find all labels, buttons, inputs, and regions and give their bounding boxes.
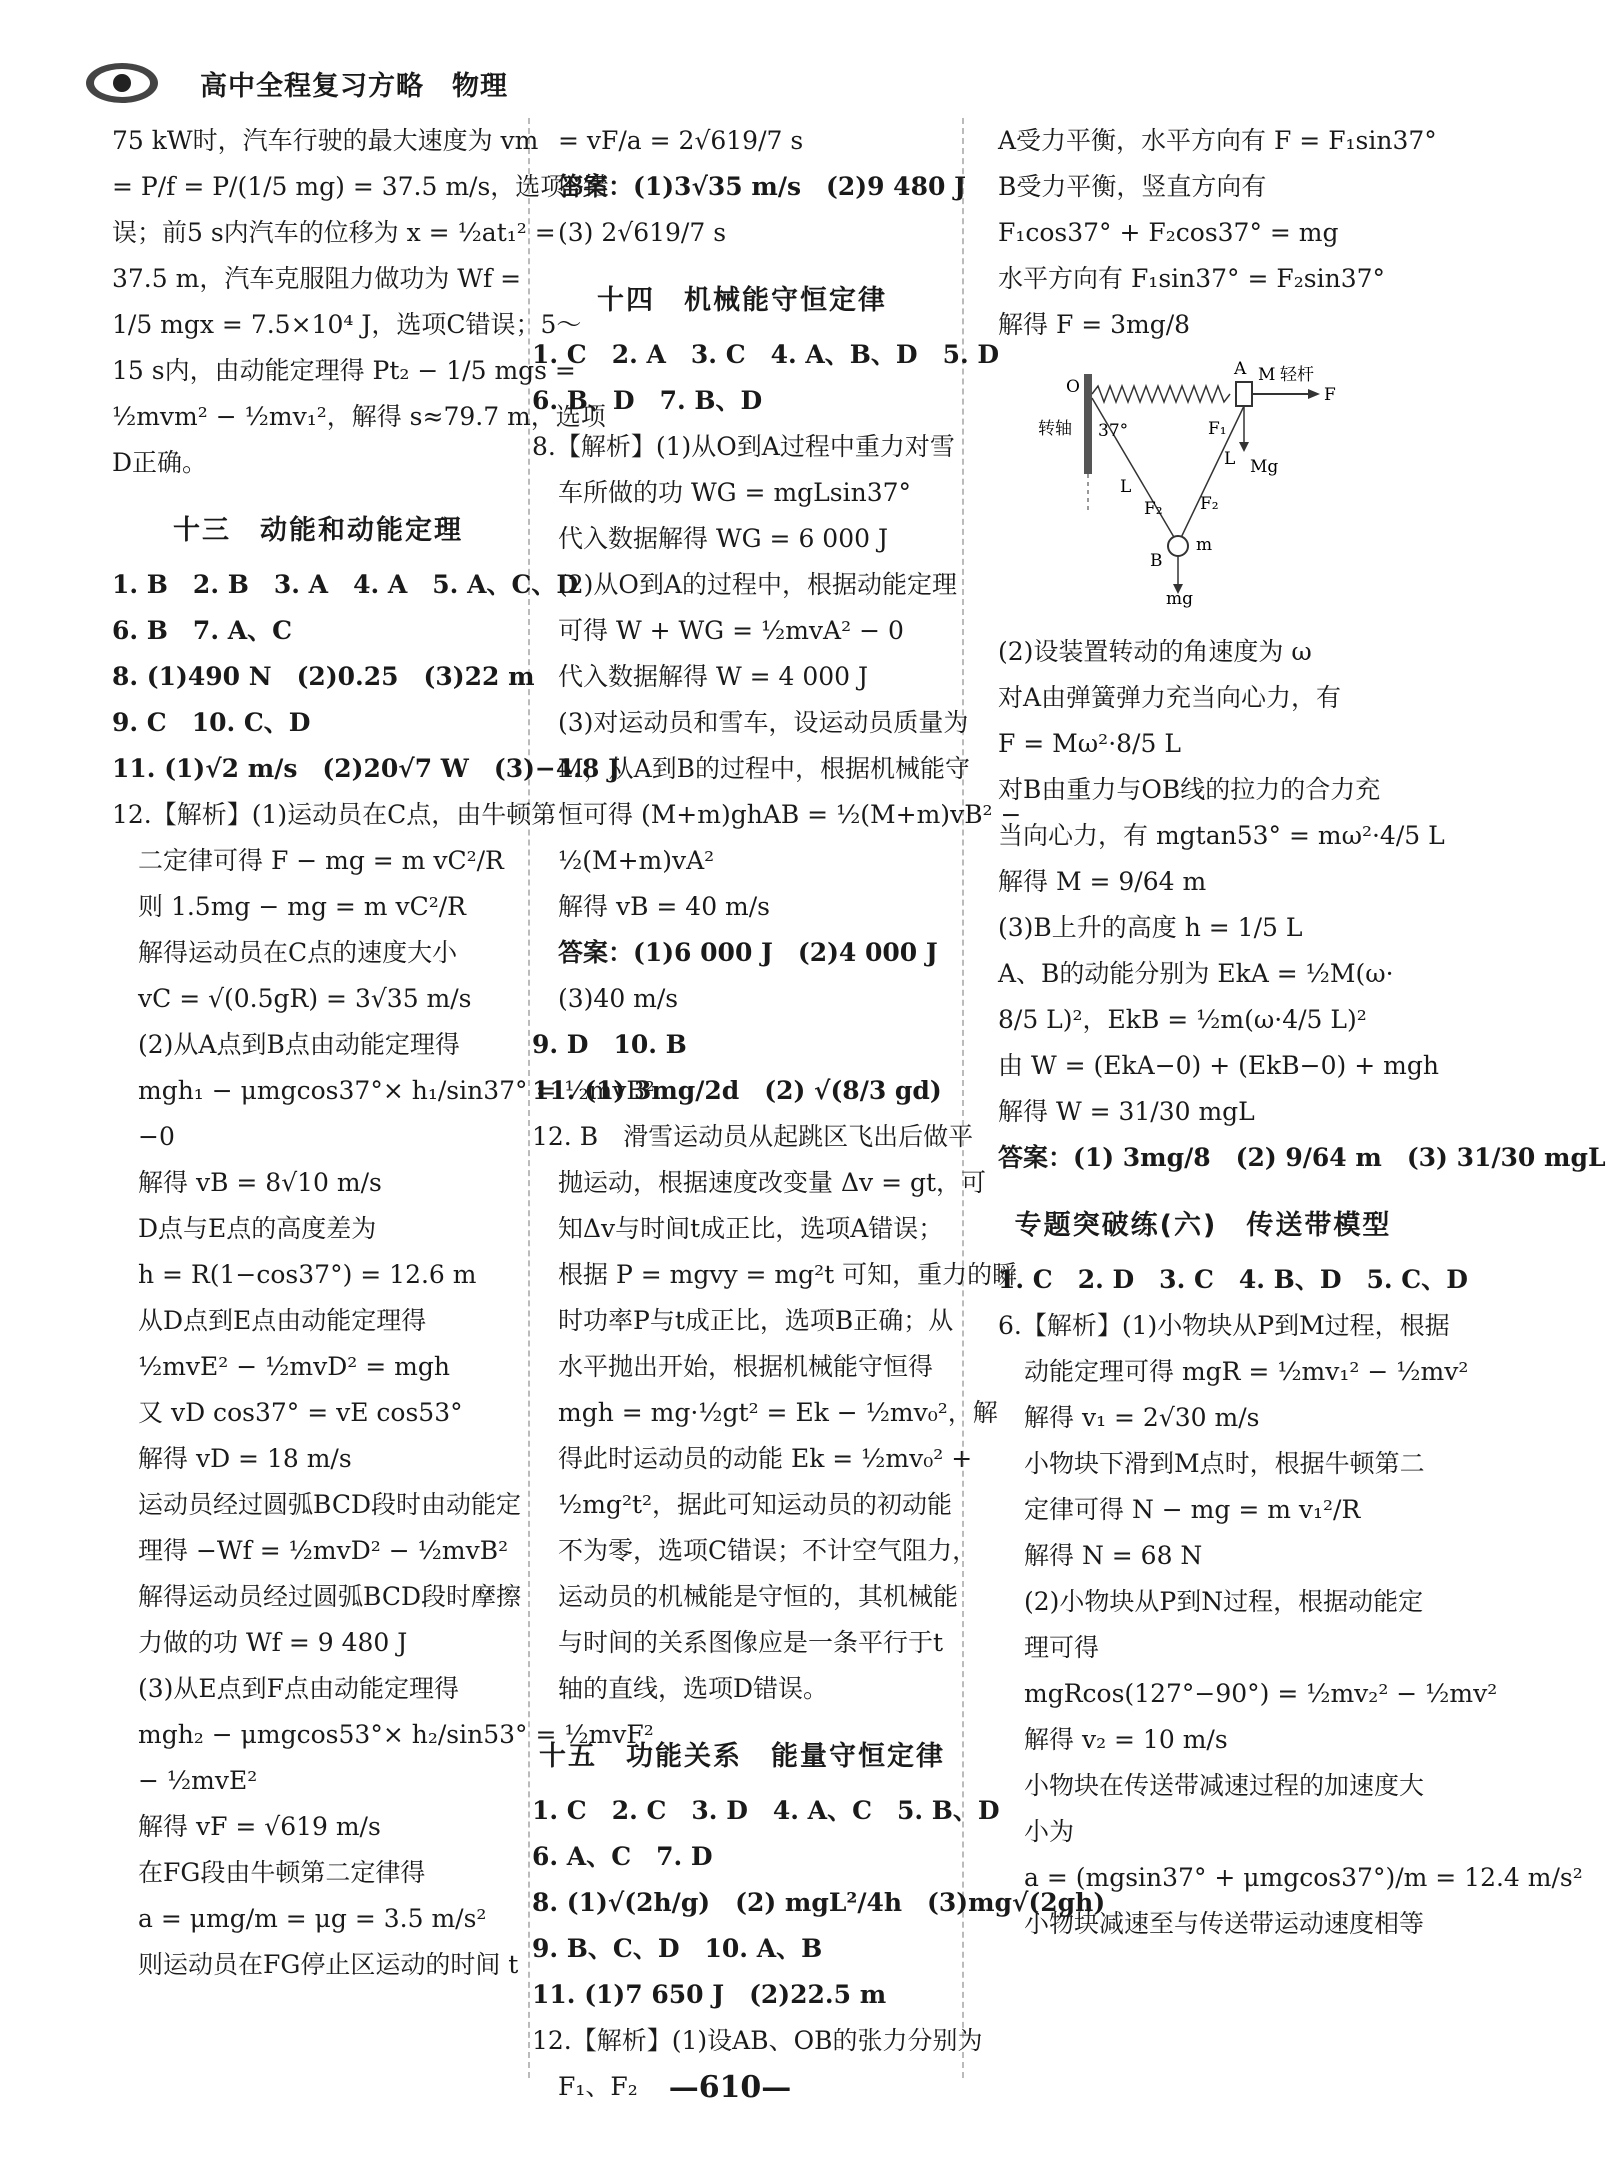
text-line: 解得 v₂ = 10 m/s: [1024, 1725, 1228, 1754]
text-line: A、B的动能分别为 EkA = ½M(ω·: [998, 959, 1394, 988]
text-line: 对A由弹簧弹力充当向心力，有: [998, 683, 1342, 712]
text-line: 解得 W = 31/30 mgL: [998, 1097, 1255, 1126]
text-line: (2)小物块从P到N过程，根据动能定: [1024, 1587, 1424, 1616]
answer-line: 6. A、C 7. D: [532, 1842, 713, 1871]
text-line: 由 W = (EkA−0) + (EkB−0) + mgh: [998, 1051, 1439, 1080]
ball-b: [1168, 536, 1188, 556]
spring: [1092, 386, 1230, 402]
text-line: ½(M+m)vA²: [558, 846, 715, 875]
text-line: 8.【解析】(1)从O到A过程中重力对雪: [532, 432, 955, 461]
text-line: (3)40 m/s: [558, 984, 679, 1013]
text-line: (3)对运动员和雪车，设运动员质量为: [558, 708, 969, 737]
col1-text: [112, 118, 609, 486]
diagram-label: F₁: [1208, 419, 1227, 439]
text-line: 解得 vB = 8√10 m/s: [138, 1168, 382, 1197]
diagram-label: A: [1234, 359, 1247, 379]
text-line: 对B由重力与OB线的拉力的合力充: [998, 775, 1381, 804]
text-line: 又 vD cos37° = vE cos53°: [138, 1398, 463, 1427]
answer-line: 9. B、C、D 10. A、B: [532, 1934, 823, 1963]
column-divider: [962, 118, 964, 2078]
book-title: 高中全程复习方略 物理: [200, 71, 508, 102]
answer-line: 答案：(1)6 000 J (2)4 000 J: [558, 938, 938, 967]
text-line: F₁cos37° + F₂cos37° = mg: [998, 218, 1339, 247]
answer-line: 1. C 2. C 3. D 4. A、C 5. B、D: [532, 1796, 1000, 1825]
diagram-label: 转轴: [1038, 419, 1072, 439]
answer-line: 1. B 2. B 3. A 4. A 5. A、C、D: [112, 570, 579, 599]
text-line: 解得 vF = √619 m/s: [138, 1812, 381, 1841]
text-line: (3)B上升的高度 h = 1/5 L: [998, 913, 1303, 942]
text-line: 小物块下滑到M点时，根据牛顿第二: [1024, 1449, 1425, 1478]
text-line: B受力平衡，竖直方向有: [998, 172, 1267, 201]
text-line: A受力平衡，水平方向有 F = F₁sin37°: [998, 126, 1437, 155]
text-line: vC = √(0.5gR) = 3√35 m/s: [138, 984, 472, 1013]
text-line: 12.【解析】(1)设AB、OB的张力分别为: [532, 2026, 983, 2055]
text-line: 力做的功 Wf = 9 480 J: [138, 1628, 408, 1657]
text-line: − ½mvE²: [138, 1766, 258, 1795]
block-a: [1236, 382, 1252, 406]
text-line: 当向心力，有 mgtan53° = mω²·4/5 L: [998, 821, 1445, 850]
text-line: = P/f = P/(1/5 mg) = 37.5 m/s，选项B错: [112, 172, 609, 201]
text-line: 小物块在传送带减速过程的加速度大: [1024, 1771, 1425, 1800]
text-line: 理可得: [1024, 1633, 1100, 1662]
page-header: [0, 60, 1460, 110]
answer-line: 9. C 10. C、D: [112, 708, 311, 737]
text-line: 从D点到E点由动能定理得: [138, 1306, 427, 1335]
text-line: ½mvE² − ½mvD² = mgh: [138, 1352, 450, 1381]
diagram-label: O: [1066, 377, 1080, 397]
text-line: (3)从E点到F点由动能定理得: [138, 1674, 460, 1703]
text-line: D点与E点的高度差为: [138, 1214, 377, 1243]
text-line: 代入数据解得 W = 4 000 J: [558, 662, 869, 691]
answer-line: 8. (1)490 N (2)0.25 (3)22 m: [112, 662, 535, 691]
text-line: 解得运动员经过圆弧BCD段时摩擦: [138, 1582, 522, 1611]
answer-line: 11. (1)√2 m/s (2)20√7 W (3)−4.8 J: [112, 754, 620, 783]
text-line: 轴的直线，选项D错误。: [558, 1674, 829, 1703]
answer-line: 11. (1)7 650 J (2)22.5 m: [532, 1980, 887, 2009]
diagram-label: m: [1196, 535, 1213, 555]
section-heading-14: 十四 机械能守恒定律: [597, 285, 887, 316]
text-line: mgh₂ − μmgcos53°× h₂/sin53° = ½mvF²: [138, 1720, 654, 1749]
publisher-logo-icon: [82, 60, 162, 106]
text-line: M，从A到B的过程中，根据机械能守: [558, 754, 971, 783]
text-line: 知Δv与时间t成正比，选项A错误；: [558, 1214, 944, 1243]
diagram-label: F: [1324, 385, 1336, 405]
text-line: 15 s内，由动能定理得 Pt₂ − 1/5 mgs =: [112, 356, 576, 385]
text-line: −0: [138, 1122, 175, 1151]
text-line: = vF/a = 2√619/7 s: [558, 126, 804, 155]
text-line: (2)设装置转动的角速度为 ω: [998, 637, 1312, 666]
text-line: 解得 v₁ = 2√30 m/s: [1024, 1403, 1260, 1432]
answer-line: 1. C 2. A 3. C 4. A、B、D 5. D: [532, 340, 1000, 369]
text-line: 根据 P = mgvy = mg²t 可知，重力的瞬: [558, 1260, 1018, 1289]
text-line: 恒可得 (M+m)ghAB = ½(M+m)vB² −: [558, 800, 1022, 829]
force-diagram: [1038, 354, 1358, 609]
column-3: [998, 118, 1606, 1947]
text-line: ½mvm² − ½mv₁²，解得 s≈79.7 m，选项: [112, 402, 606, 431]
diagram-label: Mg: [1250, 457, 1279, 477]
text-line: 解得 F = 3mg/8: [998, 310, 1191, 339]
answer-line: 11. (1) 3mg/2d (2) √(8/3 gd): [532, 1076, 942, 1105]
text-line: 车所做的功 WG = mgLsin37°: [558, 478, 912, 507]
text-line: mgh = mg·½gt² = Ek − ½mv₀²，解: [558, 1398, 998, 1427]
section-heading-topic-6: 专题突破练(六) 传送带模型: [1014, 1210, 1392, 1241]
answer-line: 6. B、D 7. B、D: [532, 386, 763, 415]
text-line: (3) 2√619/7 s: [558, 218, 727, 247]
text-line: 解得 M = 9/64 m: [998, 867, 1207, 896]
text-line: mgh₁ − μmgcos37°× h₁/sin37° = ½mvB²: [138, 1076, 655, 1105]
answer-line: 8. (1)√(2h/g) (2) mgL²/4h (3)mg√(2gh): [532, 1888, 1106, 1917]
text-line: 动能定理可得 mgR = ½mv₁² − ½mv²: [1024, 1357, 1469, 1386]
answer-line: 9. D 10. B: [532, 1030, 687, 1059]
text-line: mgRcos(127°−90°) = ½mv₂² − ½mv²: [1024, 1679, 1498, 1708]
text-line: 75 kW时，汽车行驶的最大速度为 vm: [112, 126, 539, 155]
text-line: 水平方向有 F₁sin37° = F₂sin37°: [998, 264, 1385, 293]
text-line: ½mg²t²，据此可知运动员的初动能: [558, 1490, 953, 1519]
diagram-label: mg: [1166, 589, 1194, 609]
text-line: 抛运动，根据速度改变量 Δv = gt，可: [558, 1168, 987, 1197]
text-line: 12. B 滑雪运动员从起跳区飞出后做平: [532, 1122, 974, 1151]
diagram-label: L: [1120, 477, 1132, 497]
text-line: 代入数据解得 WG = 6 000 J: [558, 524, 888, 553]
text-line: a = μmg/m = μg = 3.5 m/s²: [138, 1904, 487, 1933]
text-line: 在FG段由牛顿第二定律得: [138, 1858, 426, 1887]
text-line: 6.【解析】(1)小物块从P到M过程，根据: [998, 1311, 1450, 1340]
text-line: 理得 −Wf = ½mvD² − ½mvB²: [138, 1536, 509, 1565]
diagram-label: F₂: [1200, 494, 1219, 514]
diagram-label: F₂: [1144, 499, 1163, 519]
text-line: a = (mgsin37° + μmgcos37°)/m = 12.4 m/s²: [1024, 1863, 1583, 1892]
text-line: 解得 vD = 18 m/s: [138, 1444, 352, 1473]
text-line: 水平抛出开始，根据机械能守恒得: [558, 1352, 934, 1381]
text-line: 运动员经过圆弧BCD段时由动能定: [138, 1490, 522, 1519]
text-line: (2)从O到A的过程中，根据动能定理: [558, 570, 957, 599]
text-line: 运动员的机械能是守恒的，其机械能: [558, 1582, 959, 1611]
text-line: 解得运动员在C点的速度大小: [138, 938, 458, 967]
page-number: —610—: [668, 2070, 792, 2105]
text-line: 误；前5 s内汽车的位移为 x = ½at₁² =: [112, 218, 556, 247]
answer-line: 6. B 7. A、C: [112, 616, 293, 645]
text-line: 12.【解析】(1)运动员在C点，由牛顿第: [112, 800, 557, 829]
text-line: 时功率P与t成正比，选项B正确；从: [558, 1306, 954, 1335]
text-line: 与时间的关系图像应是一条平行于t: [558, 1628, 944, 1657]
text-line: 定律可得 N − mg = m v₁²/R: [1024, 1495, 1361, 1524]
diagram-label: 轻杆: [1280, 365, 1314, 385]
text-line: D正确。: [112, 448, 208, 477]
section-heading-15: 十五 功能关系 能量守恒定律: [539, 1741, 945, 1772]
text-line: 1/5 mgx = 7.5×10⁴ J，选项C错误；5～: [112, 310, 582, 339]
text-line: 可得 W + WG = ½mvA² − 0: [558, 616, 904, 645]
text-line: 小物块减速至与传送带运动速度相等: [1024, 1909, 1425, 1938]
text-line: F = Mω²·8/5 L: [998, 729, 1181, 758]
text-line: h = R(1−cos37°) = 12.6 m: [138, 1260, 477, 1289]
rotation-axis: [1084, 374, 1092, 474]
text-line: (2)从A点到B点由动能定理得: [138, 1030, 460, 1059]
answer-line: 答案：(1)3√35 m/s (2)9 480 J: [558, 172, 966, 201]
section-heading-13: 十三 动能和动能定理: [173, 515, 463, 546]
answer-line: 答案：(1) 3mg/8 (2) 9/64 m (3) 31/30 mgL: [998, 1143, 1606, 1172]
text-line: 小为: [1024, 1817, 1075, 1846]
text-line: 解得 vB = 40 m/s: [558, 892, 770, 921]
diagram-label: M: [1258, 365, 1276, 385]
text-line: 不为零，选项C错误；不计空气阻力，: [558, 1536, 978, 1565]
text-line: 解得 N = 68 N: [1024, 1541, 1203, 1570]
diagram-label: B: [1150, 551, 1163, 571]
text-line: F₁、F₂: [558, 2072, 638, 2101]
text-line: 则运动员在FG停止区运动的时间 t: [138, 1950, 519, 1979]
answer-line: 1. C 2. D 3. C 4. B、D 5. C、D: [998, 1265, 1468, 1294]
text-line: 二定律可得 F − mg = m vC²/R: [138, 846, 504, 875]
text-line: 则 1.5mg − mg = m vC²/R: [138, 892, 466, 921]
text-line: 得此时运动员的动能 Ek = ½mv₀² +: [558, 1444, 973, 1473]
diagram-label: 37°: [1098, 421, 1129, 441]
text-line: 37.5 m，汽车克服阻力做功为 Wf =: [112, 264, 522, 293]
diagram-label: L: [1224, 449, 1236, 469]
text-line: 8/5 L)²，EkB = ½m(ω·4/5 L)²: [998, 1005, 1367, 1034]
